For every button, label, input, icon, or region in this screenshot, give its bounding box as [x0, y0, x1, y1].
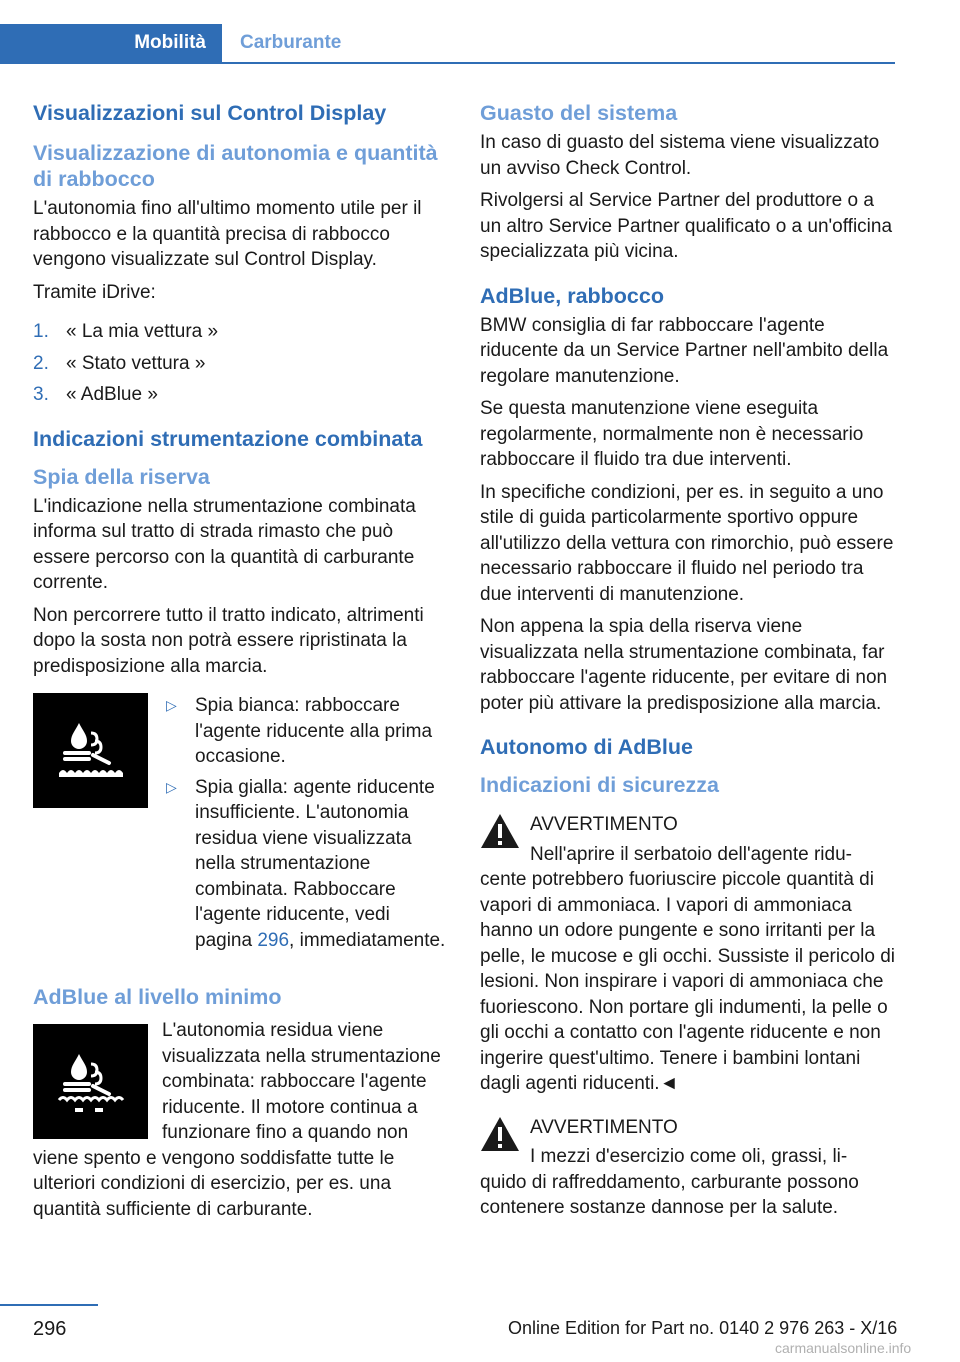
minimo-block [33, 1018, 451, 1222]
bullet-text [195, 775, 451, 954]
watermark: carmanualsonline.info [775, 1340, 912, 1356]
warning-title: AVVERTIMENTO [530, 1116, 678, 1138]
heading-livello-minimo: AdBlue al livello minimo [33, 985, 282, 1009]
idrive-steps [33, 319, 451, 408]
step-text: « La mia vettura » [66, 321, 219, 342]
list-item [166, 775, 451, 954]
triangle-bullet-icon: ▷ [166, 778, 177, 795]
bullet-text: Spia bianca: rabboccare l'agente riducente alla prima occasione. [195, 695, 433, 767]
warning-triangle-icon [480, 1116, 520, 1152]
warning-lead: I mezzi d'esercizio come oli, grassi, li- [530, 1146, 848, 1167]
warning-block [480, 810, 898, 1097]
adblue-minimum-lamp-icon [33, 1024, 148, 1139]
edition-note: Online Edition for Part no. 0140 2 976 263 - X/16 [508, 1318, 898, 1338]
heading-display: Visualizzazioni sul Control Display [33, 101, 387, 125]
list-item [166, 693, 451, 770]
tab-carburante[interactable]: Carburante [240, 32, 342, 53]
heading-autonomo: Autonomo di AdBlue [480, 735, 693, 759]
header-bar [0, 24, 895, 64]
paragraph: BMW consiglia di far rabboccare l'agente riducente da un Service Partner nell'ambito della regolare manutenzione. [480, 314, 889, 387]
warning-block [480, 1113, 898, 1221]
paragraph: L'autonomia residua viene visualizzata nella strumentazione combinata: rabboccare l'agente riducente. Il motore continua a funzionare fino a quando non viene spento e vengono soddisfatte tutte le ulteriori condizioni di esercizio, per es. una quantità sufficiente di carburante. [33, 1020, 441, 1220]
heading-strumentazione: Indicazioni strumentazione combinata [33, 426, 423, 451]
paragraph: In specifiche condizioni, per es. in seguito a uno stile di guida particolarmente sportivo oppure all'utilizzo della vettura con rimorchio, può essere necessario rabboccare il fluido nel periodo tra due interventi di manutenzione. [480, 481, 894, 605]
page-number: 296 [33, 1318, 67, 1340]
paragraph: L'indicazione nella strumentazione combinata informa sul tratto di strada rimasto che può essere percorso con la quantità di carburante corrente. [33, 495, 416, 593]
paragraph: Tramite iDrive: [33, 281, 156, 303]
paragraph: Non appena la spia della riserva viene visualizzata nella strumentazione combinata, far rabboccare l'agente riducente, per evitare di non poter più attivare la predisposizione alla marcia. [480, 616, 888, 714]
left-column [33, 100, 451, 1229]
list-item [33, 382, 451, 408]
lamp-bullets [166, 693, 451, 958]
paragraph: Se questa manutenzione viene eseguita regolarmente, normalmente non è necessario rabboccare il fluido tra due interventi. [480, 398, 864, 470]
list-item [33, 351, 451, 377]
lamp-block [33, 693, 451, 958]
warning-text: cente potrebbero fuoriuscire piccole quantità di vapori di ammoniaca. I vapori di ammoniaca hanno un odore pungente e sono irritanti per la pelle, le mucose e gli occhi. Sussiste il pericolo di lesioni. Non inspirare i vapori di ammoniaca che fuoriescono. Non portare gli indumenti, la pelle o gli occhi a contatto con l'agente riducente e non ingerire quest'ultimo. Tenere i bambini lontani dagli agenti riducenti.◄ [480, 869, 896, 1094]
step-number: 3. [33, 384, 49, 405]
warning-header [480, 1113, 898, 1170]
paragraph: In caso di guasto del sistema viene visualizzato un avviso Check Control. [480, 132, 880, 179]
heading-autonomia: Visualizzazione di autonomia e quantità di rabbocco [33, 141, 438, 191]
heading-guasto: Guasto del sistema [480, 101, 678, 125]
bullet-text-pre: Spia gialla: agente riducente insufficiente. L'autonomia residua viene visualizzata nella strumentazione combinata. Rabboccare l'agente riducente, vedi pagina [195, 776, 435, 951]
paragraph: Rivolgersi al Service Partner del produttore o a un altro Service Partner qualificato o a un'officina specializzata più vicina. [480, 190, 893, 262]
step-text: « AdBlue » [66, 384, 158, 405]
paragraph: Non percorrere tutto il tratto indicato, altrimenti dopo la sosta non potrà essere ripristinata la predisposizione alla marcia. [33, 604, 424, 677]
warning-lead: Nell'aprire il serbatoio dell'agente ridu- [530, 843, 852, 865]
page-link[interactable]: 296 [257, 929, 290, 951]
warning-triangle-icon [480, 813, 520, 849]
warning-title: AVVERTIMENTO [530, 814, 678, 835]
list-item [33, 319, 451, 345]
step-text: « Stato vettura » [66, 352, 206, 374]
triangle-bullet-icon: ▷ [166, 697, 177, 713]
step-number: 1. [33, 321, 49, 342]
step-number: 2. [33, 352, 49, 374]
warning-text: quido di raffreddamento, carburante possono contenere sostanze dannose per la salute. [480, 1171, 859, 1218]
warning-header [480, 810, 898, 867]
heading-sicurezza: Indicazioni di sicurezza [480, 773, 719, 797]
footer-rule [0, 1304, 98, 1306]
adblue-warning-lamp-icon [33, 693, 148, 808]
right-column [480, 100, 898, 1228]
heading-spia-riserva: Spia della riserva [33, 464, 210, 489]
tab-mobilita[interactable]: Mobilità [0, 24, 222, 62]
paragraph: L'autonomia fino all'ultimo momento utile per il rabbocco e la quantità precisa di rabbocco vengono visualizzate sul Control Display. [33, 198, 422, 270]
bullet-text-post: , immediatamente. [289, 929, 446, 951]
heading-rabbocco: AdBlue, rabbocco [480, 283, 664, 308]
